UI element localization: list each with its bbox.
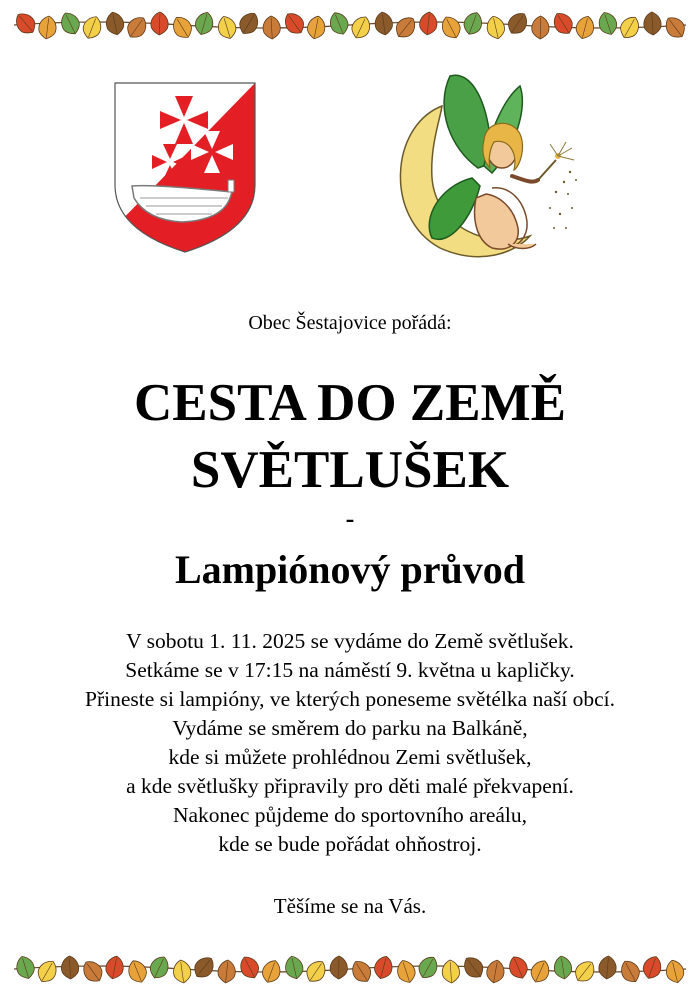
title-separator: - xyxy=(345,504,355,533)
subtitle: Lampiónový průvod xyxy=(174,547,526,592)
invitation-line: Přineste si lampióny, ve kterých poneseme světélka naší obcí. xyxy=(85,687,615,711)
invitation-line: Nakonec půjdeme do sportovního areálu, xyxy=(172,803,528,827)
leaf-icon xyxy=(123,13,150,40)
main-title xyxy=(0,370,700,504)
leaf-garland-bottom xyxy=(14,954,686,984)
leaf-icon xyxy=(617,13,643,40)
invitation-text xyxy=(0,627,700,859)
leaf-icon xyxy=(392,13,420,40)
leaf-icon xyxy=(190,954,218,982)
invitation-line: kde se bude pořádat ohňostroj. xyxy=(218,832,482,856)
invitation-line: Setkáme se v 17:15 na náměstí 9. května u kapličky. xyxy=(125,658,575,682)
fairy-on-moon-illustration xyxy=(380,68,580,263)
leaf-icon xyxy=(438,13,464,40)
leaf-icon xyxy=(617,957,643,984)
leaf-icon xyxy=(571,957,599,984)
coat-of-arms-icon xyxy=(112,80,258,255)
closing-line: Těšíme se na Vás. xyxy=(273,894,427,918)
invitation-line: V sobotu 1. 11. 2025 se vydáme do Země světlušek. xyxy=(126,629,574,653)
main-title-line-2: SVĚTLUŠEK xyxy=(190,441,510,499)
leaf-icon xyxy=(169,13,196,40)
leaf-icon xyxy=(348,957,375,984)
leaf-icon xyxy=(79,957,106,984)
leaf-garland-svg xyxy=(14,10,686,40)
invitation-line: a kde světlušky připravily pro děti malé překvapení. xyxy=(126,774,574,798)
invitation-line: Vydáme se směrem do parku na Balkáně, xyxy=(172,716,528,740)
main-title-line-1: CESTA DO ZEMĚ xyxy=(134,374,566,432)
leaf-garland-top xyxy=(14,10,686,40)
organizer-line: Obec Šestajovice pořádá: xyxy=(248,312,452,334)
leaf-garland-svg xyxy=(14,954,686,984)
leaf-icon xyxy=(34,957,60,984)
invitation-line: kde si můžete prohlédnou Zemi světlušek, xyxy=(168,745,532,769)
leaf-icon xyxy=(348,13,373,40)
